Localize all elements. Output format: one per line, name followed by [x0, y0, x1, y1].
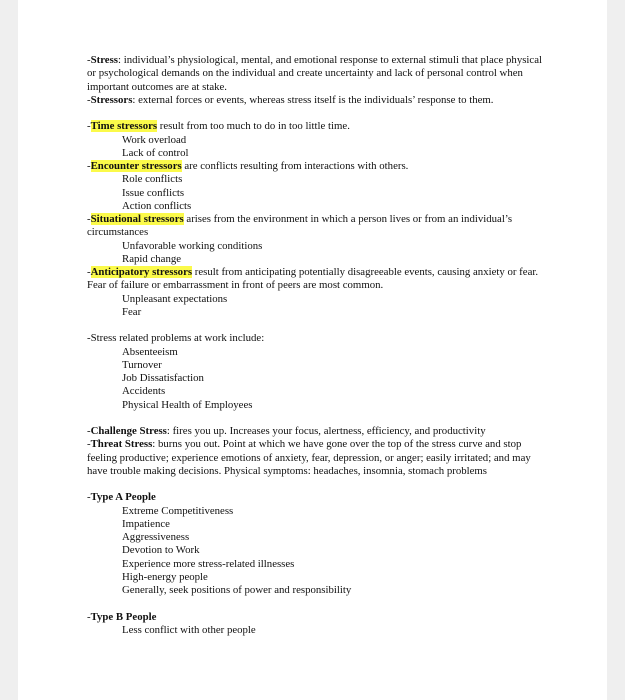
situational-stressors: -Situational stressors arises from the environment in which a person lives or from an individual’s circumstances	[87, 213, 513, 239]
list-item: Experience more stress-related illnesses	[122, 557, 295, 570]
list-item: Devotion to Work	[122, 544, 200, 557]
encounter-stressors-text: are conflicts resulting from interactions with others.	[181, 160, 409, 172]
list-item: Action conflicts	[122, 199, 192, 212]
stressors-term: Stressors	[90, 93, 133, 106]
work-problems-heading: -Stress related problems at work include:	[87, 332, 265, 345]
list-item: Impatience	[122, 517, 170, 530]
list-item: Absenteeism	[122, 345, 178, 358]
list-item: Job Dissatisfaction	[122, 372, 204, 384]
threat-stress: -Threat Stress: burns you out. Point at which we have gone over the top of the stress curve and stop feeling productive; experience emotions of anxiety, fear, depression, or anger; easily irritated; and may have trouble making decisions. Physical symptoms: headaches, insomnia, stomach problems	[87, 438, 531, 477]
threat-stress-term: Threat Stress	[90, 438, 153, 451]
list-item: Unfavorable working conditions	[122, 239, 263, 252]
time-stressors-term: Time stressors	[90, 120, 158, 133]
stress-definition: -Stress: individual’s physiological, mental, and emotional response to external stimuli that place physical or psychological demands on the individual and create uncertainty and lack of personal control when important outcomes are at stake.	[87, 54, 542, 93]
list-item: Fear	[122, 305, 142, 318]
list-item: Extreme Competitiveness	[122, 504, 234, 517]
situational-stressors-term: Situational stressors	[90, 213, 184, 225]
type-b-title: Type B People	[90, 610, 157, 623]
type-a-heading: -Type A People	[87, 491, 156, 504]
challenge-stress-text: : fires you up. Increases your focus, alertness, efficiency, and productivity	[166, 425, 486, 437]
threat-stress-text: : burns you out. Point at which we have gone over the top of the stress curve and stop feeling productive; experience emotions of anxiety, fear, depression, or anger; easily irritated; and may have trouble making decisions. Physical symptoms: headaches, insomnia, stomach problems	[87, 438, 531, 477]
time-stressors: -Time stressors result from too much to do in too little time.	[87, 120, 350, 133]
list-item: Turnover	[122, 358, 162, 371]
stress-text: : individual’s physiological, mental, and emotional response to external stimuli that place physical or psychological demands on the individual and create uncertainty and lack of personal control when important outcomes are at stake.	[87, 54, 542, 93]
situational-stressors-text: arises from the environment in which a person lives or from an individual’s circumstances	[87, 213, 513, 239]
list-item: Less conflict with other people	[122, 623, 256, 636]
list-item: Work overload	[122, 133, 187, 146]
anticipatory-stressors-text: result from anticipating potentially disagreeable events, causing anxiety or fear. Fear of failure or embarrassment in front of peers are most common.	[87, 266, 539, 292]
time-stressors-text: result from too much to do in too little time.	[157, 120, 350, 133]
list-item: Role conflicts	[122, 173, 183, 186]
challenge-stress-term: Challenge Stress	[90, 425, 167, 437]
list-item: Rapid change	[122, 252, 182, 265]
list-item: Unpleasant expectations	[122, 292, 228, 305]
challenge-stress: -Challenge Stress: fires you up. Increases your focus, alertness, efficiency, and productivity	[87, 425, 486, 437]
list-item: Physical Health of Employees	[122, 398, 253, 411]
list-item: Issue conflicts	[122, 186, 185, 199]
list-item: Lack of control	[122, 146, 189, 159]
document-page	[18, 0, 607, 700]
list-item: Generally, seek positions of power and responsibility	[122, 584, 352, 596]
list-item: Accidents	[122, 385, 166, 398]
anticipatory-stressors-term: Anticipatory stressors	[90, 266, 193, 278]
document-content	[87, 54, 547, 637]
type-a-title: Type A People	[90, 491, 156, 504]
stress-term: Stress	[90, 54, 119, 66]
stressors-text: : external forces or events, whereas stress itself is the individuals’ response to them.	[132, 93, 494, 106]
list-item: High-energy people	[122, 570, 208, 583]
encounter-stressors: -Encounter stressors are conflicts resulting from interactions with others.	[87, 160, 409, 172]
list-item: Aggressiveness	[122, 531, 190, 543]
stressors-definition: -Stressors: external forces or events, whereas stress itself is the individuals’ response to them.	[87, 93, 494, 106]
encounter-stressors-term: Encounter stressors	[90, 160, 182, 172]
type-b-heading: -Type B People	[87, 610, 157, 623]
anticipatory-stressors: -Anticipatory stressors result from anticipating potentially disagreeable events, causing anxiety or fear. Fear of failure or embarrassment in front of peers are most common.	[87, 266, 539, 292]
